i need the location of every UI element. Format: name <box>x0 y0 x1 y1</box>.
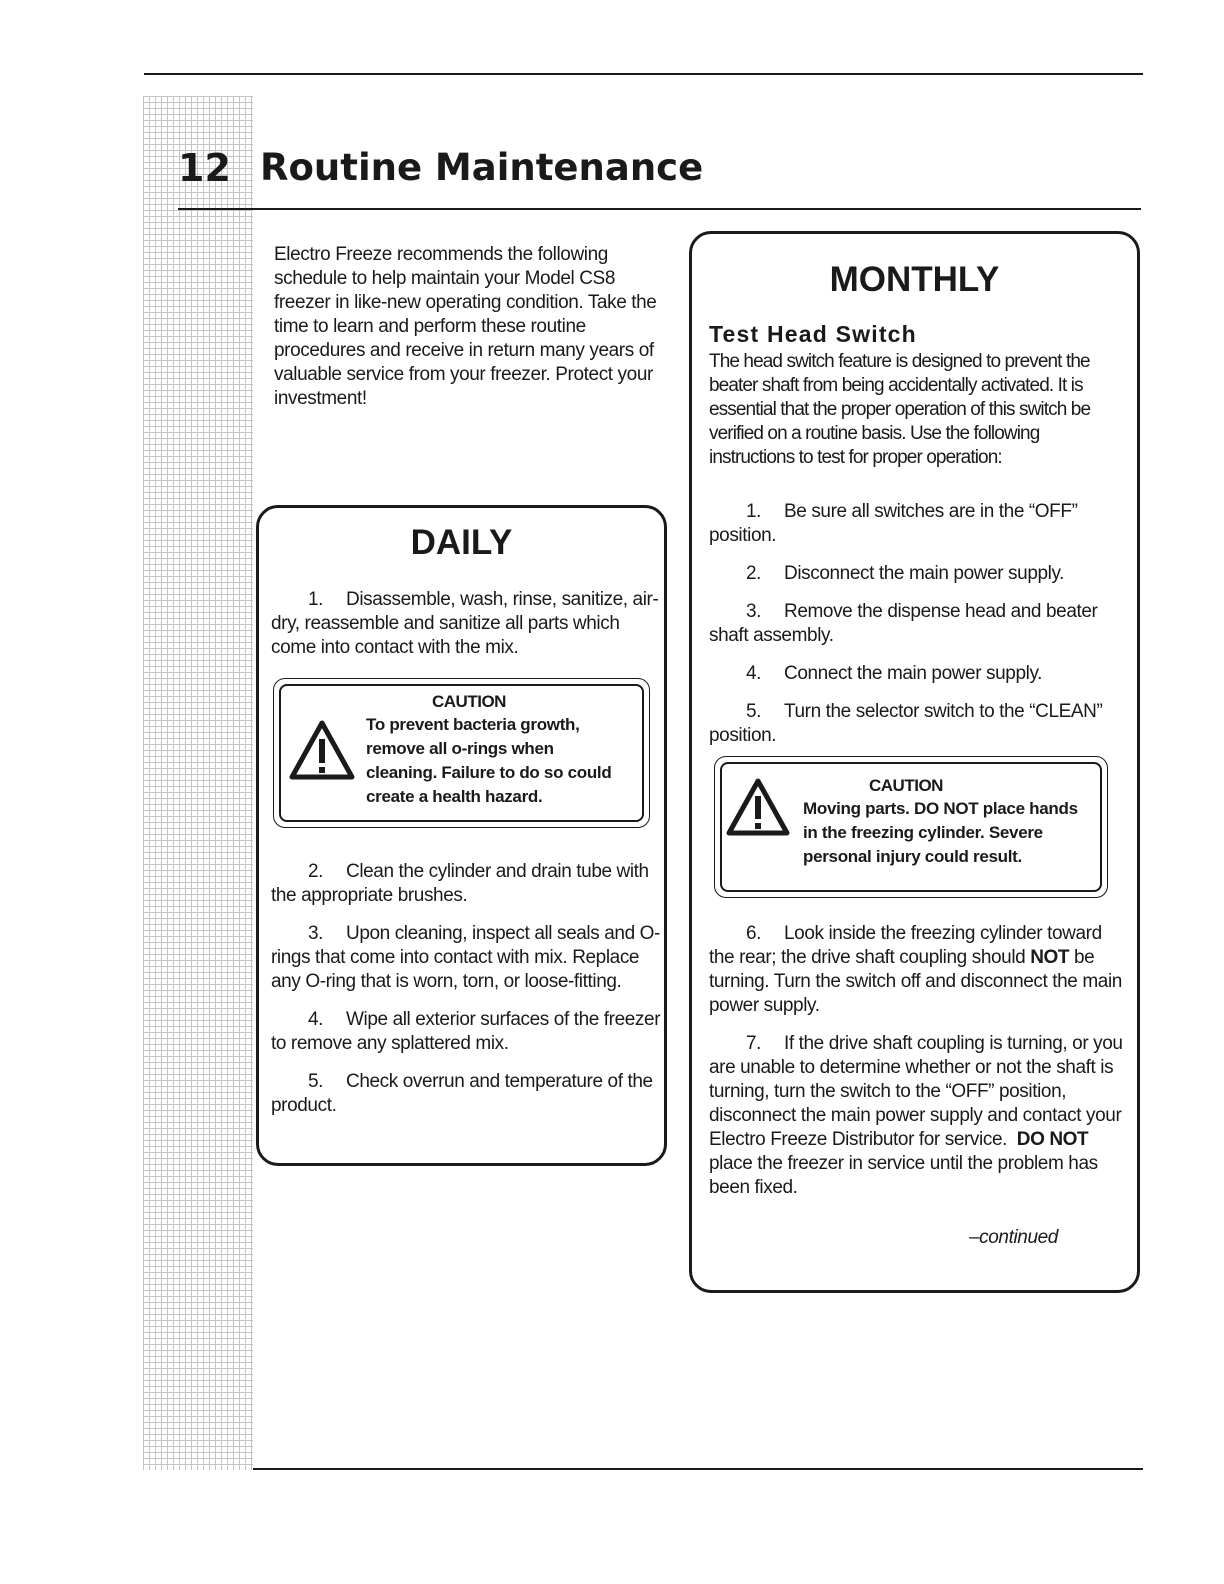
decorative-grid-strip <box>143 96 253 1470</box>
daily-step: 1. Disassemble, wash, rinse, sanitize, air-dry, reassemble and sanitize all parts which come into contact with the mix. <box>271 589 659 658</box>
caution-title: CAUTION <box>869 776 943 795</box>
daily-panel <box>256 505 667 1166</box>
header-rule <box>178 208 1141 210</box>
chapter-title: Routine Maintenance <box>260 146 704 189</box>
daily-step: 3. Upon cleaning, inspect all seals and O-rings that come into contact with mix. Replace any O-ring that is worn, torn, or loose-fitting. <box>271 923 660 992</box>
monthly-step: 3. Remove the dispense head and beater shaft assembly. <box>709 601 1098 646</box>
monthly-steps-top <box>709 500 1129 762</box>
monthly-step: 5. Turn the selector switch to the “CLEAN” position. <box>709 701 1103 746</box>
monthly-subheading: Test Head Switch <box>709 321 917 347</box>
caution-message: To prevent bacteria growth, remove all o-rings when cleaning. Failure to do so could create a health hazard. <box>366 715 612 806</box>
caution-title: CAUTION <box>432 692 506 711</box>
monthly-steps-bottom <box>709 922 1129 1214</box>
monthly-step: 2. Disconnect the main power supply. <box>746 563 1065 584</box>
monthly-caution-box <box>714 756 1108 898</box>
daily-step: 5. Check overrun and temperature of the product. <box>271 1071 653 1116</box>
top-rule <box>144 73 1143 75</box>
daily-steps-top <box>271 588 661 674</box>
chapter-number: 12 <box>178 146 231 190</box>
daily-steps-bottom <box>271 860 663 1132</box>
warning-triangle-icon <box>288 719 356 781</box>
monthly-heading: MONTHLY <box>829 260 1000 299</box>
monthly-step: 7. If the drive shaft coupling is turning, or you are unable to determine whether or not the shaft is turning, turn the switch to the “OFF” position, disconnect the main power supply and contact your Electro Freeze Distributor for service. DO NOT place the freezer in service until the problem has been fixed. <box>709 1033 1128 1198</box>
daily-step: 2. Clean the cylinder and drain tube with the appropriate brushes. <box>271 861 649 906</box>
daily-caution-box <box>273 678 650 828</box>
monthly-description: The head switch feature is designed to prevent the beater shaft from being accidentally activated. It is essential that the proper operation of this switch be verified on a routine basis. Use the following instructions to test for proper operation: <box>709 351 1091 468</box>
warning-triangle-icon <box>725 777 791 837</box>
monthly-panel <box>689 231 1140 1293</box>
intro-paragraph: Electro Freeze recommends the following schedule to help maintain your Model CS8 freezer in like-new operating condition. Take the time to learn and perform these routine procedures and receive in return many years of valuable service from your freezer. Protect your investment! <box>274 244 657 409</box>
monthly-step: 6. Look inside the freezing cylinder toward the rear; the drive shaft coupling should NOT be turning. Turn the switch off and disconnect the main power supply. <box>709 923 1122 1016</box>
monthly-step: 4. Connect the main power supply. <box>746 663 1043 684</box>
caution-message: Moving parts. DO NOT place hands in the freezing cylinder. Severe personal injury could result. <box>803 799 1078 866</box>
daily-step: 4. Wipe all exterior surfaces of the freezer to remove any splattered mix. <box>271 1009 661 1054</box>
monthly-step: 1. Be sure all switches are in the “OFF” position. <box>709 501 1078 546</box>
continued-note: –continued <box>969 1227 1058 1248</box>
bottom-rule <box>144 1468 1143 1470</box>
daily-heading: DAILY <box>410 523 513 562</box>
